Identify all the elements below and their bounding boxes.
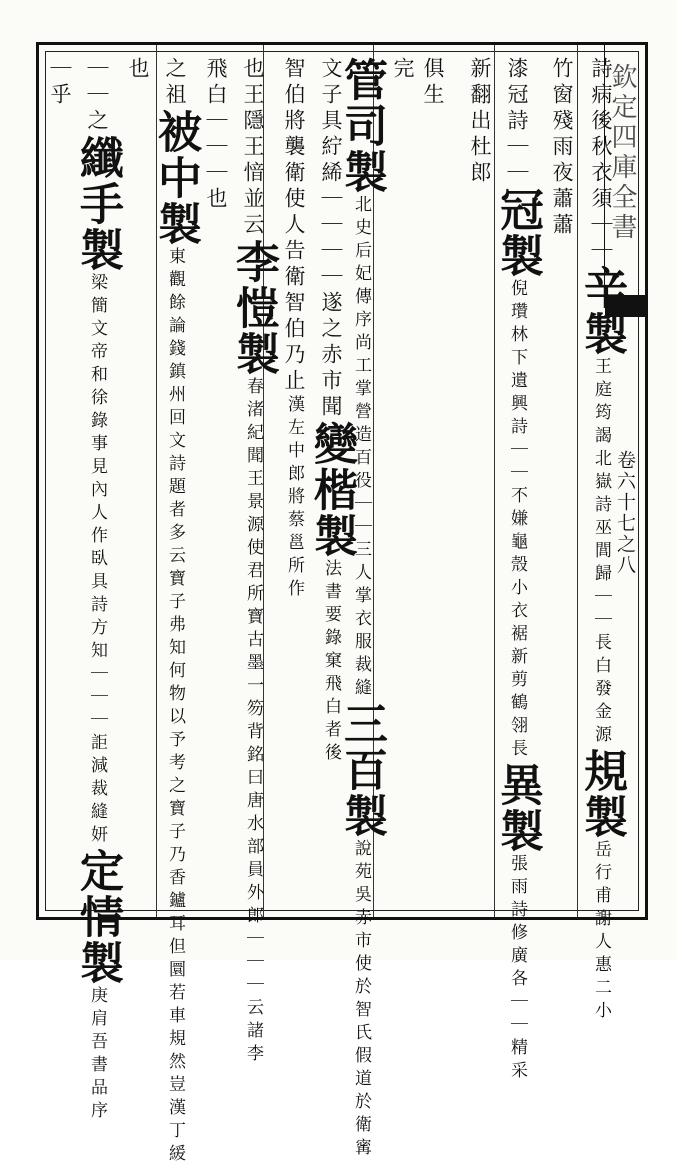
header-title: 欽定四庫全書 (607, 63, 637, 243)
column-text: 竹窗殘雨夜蕭蕭 (550, 57, 574, 239)
text-column (492, 57, 543, 1084)
entry-heading: 纖手製 (72, 135, 123, 273)
text-column (306, 57, 357, 766)
column-text: 春渚紀聞王景源使君所寶古墨一笏背銘曰唐水部員外郎｜｜｜云諸李 (243, 377, 263, 1067)
volume-label: 卷六十七之八 (614, 450, 636, 576)
column-text: 詩病後秋衣須｜｜ (589, 57, 613, 265)
column-text: ｜｜之 (85, 57, 109, 135)
text-column (465, 57, 495, 187)
column-text: 王庭筠謁北嶽詩巫閭歸｜｜長白發金源 (591, 357, 611, 748)
column-text: 法書要錄窠飛白者後 (321, 559, 341, 766)
entry-heading: 冠製 (492, 187, 543, 279)
entry-heading: 李愷製 (228, 239, 279, 377)
text-column (45, 57, 75, 109)
column-text: 岳行甫謝人惠二小 (591, 840, 611, 1024)
text-column (418, 57, 448, 109)
column-text: 張雨詩修廣各｜｜精采 (507, 854, 527, 1084)
column-text: 也王隱王愔並云 (241, 57, 265, 239)
column-text: 新翻出杜郎 (468, 57, 492, 187)
column-text: 北史后妃傳序尚工掌營造百役｜｜三人掌衣服裁縫 (351, 195, 371, 701)
page-border (36, 42, 648, 1167)
column-text: 梁簡文帝和徐錄事見內人作臥具詩方知｜｜｜詎減裁縫妍 (87, 273, 107, 848)
text-column (72, 57, 123, 1124)
column-text: 智伯將襲衛使人告衛智伯乃止 (282, 57, 306, 395)
text-column (150, 57, 201, 1167)
text-column (388, 57, 418, 83)
column-text: 漢左中郎將蔡邕所作 (284, 395, 304, 602)
column-text: 說苑吳赤市使於智氏假道於衛寗 (351, 839, 371, 1161)
column-text: 也 (126, 57, 150, 83)
entry-heading: 辛製 (576, 265, 627, 357)
entry-heading: 定情製 (72, 848, 123, 986)
column-text: 庚肩吾書品序 (87, 986, 107, 1124)
column-text: 倪瓚林下遺興詩｜｜不嫌龜殼小衣裾新剪鶴翎長 (507, 279, 527, 762)
column-text: 漆冠詩｜｜ (505, 57, 529, 187)
text-column (201, 57, 231, 213)
column-text: 東觀餘論錢鎮州回文詩題者多云寶子弗知何物以予考之寶子乃香鑪耳但圜若車規然豈漢丁緩 (165, 247, 185, 1167)
text-column (228, 57, 279, 1067)
entry-heading: 管司製 (336, 57, 387, 195)
entry-heading: 變楷製 (306, 421, 357, 559)
column-text: 飛白｜｜｜也 (204, 57, 228, 213)
text-column (123, 57, 153, 83)
entry-heading: 異製 (492, 762, 543, 854)
column-text: 完 (391, 57, 415, 83)
column-text: 文子具紵絺｜｜｜｜遂之赤市聞 (319, 57, 343, 421)
entry-heading: 規製 (576, 748, 627, 840)
text-column (279, 57, 309, 602)
column-text: 俱生 (421, 57, 445, 109)
column-text: 之祖 (163, 57, 187, 109)
column-text: ｜乎 (48, 57, 72, 109)
entry-heading: 三百製 (336, 701, 387, 839)
text-column (547, 57, 577, 239)
entry-heading: 被中製 (150, 109, 201, 247)
